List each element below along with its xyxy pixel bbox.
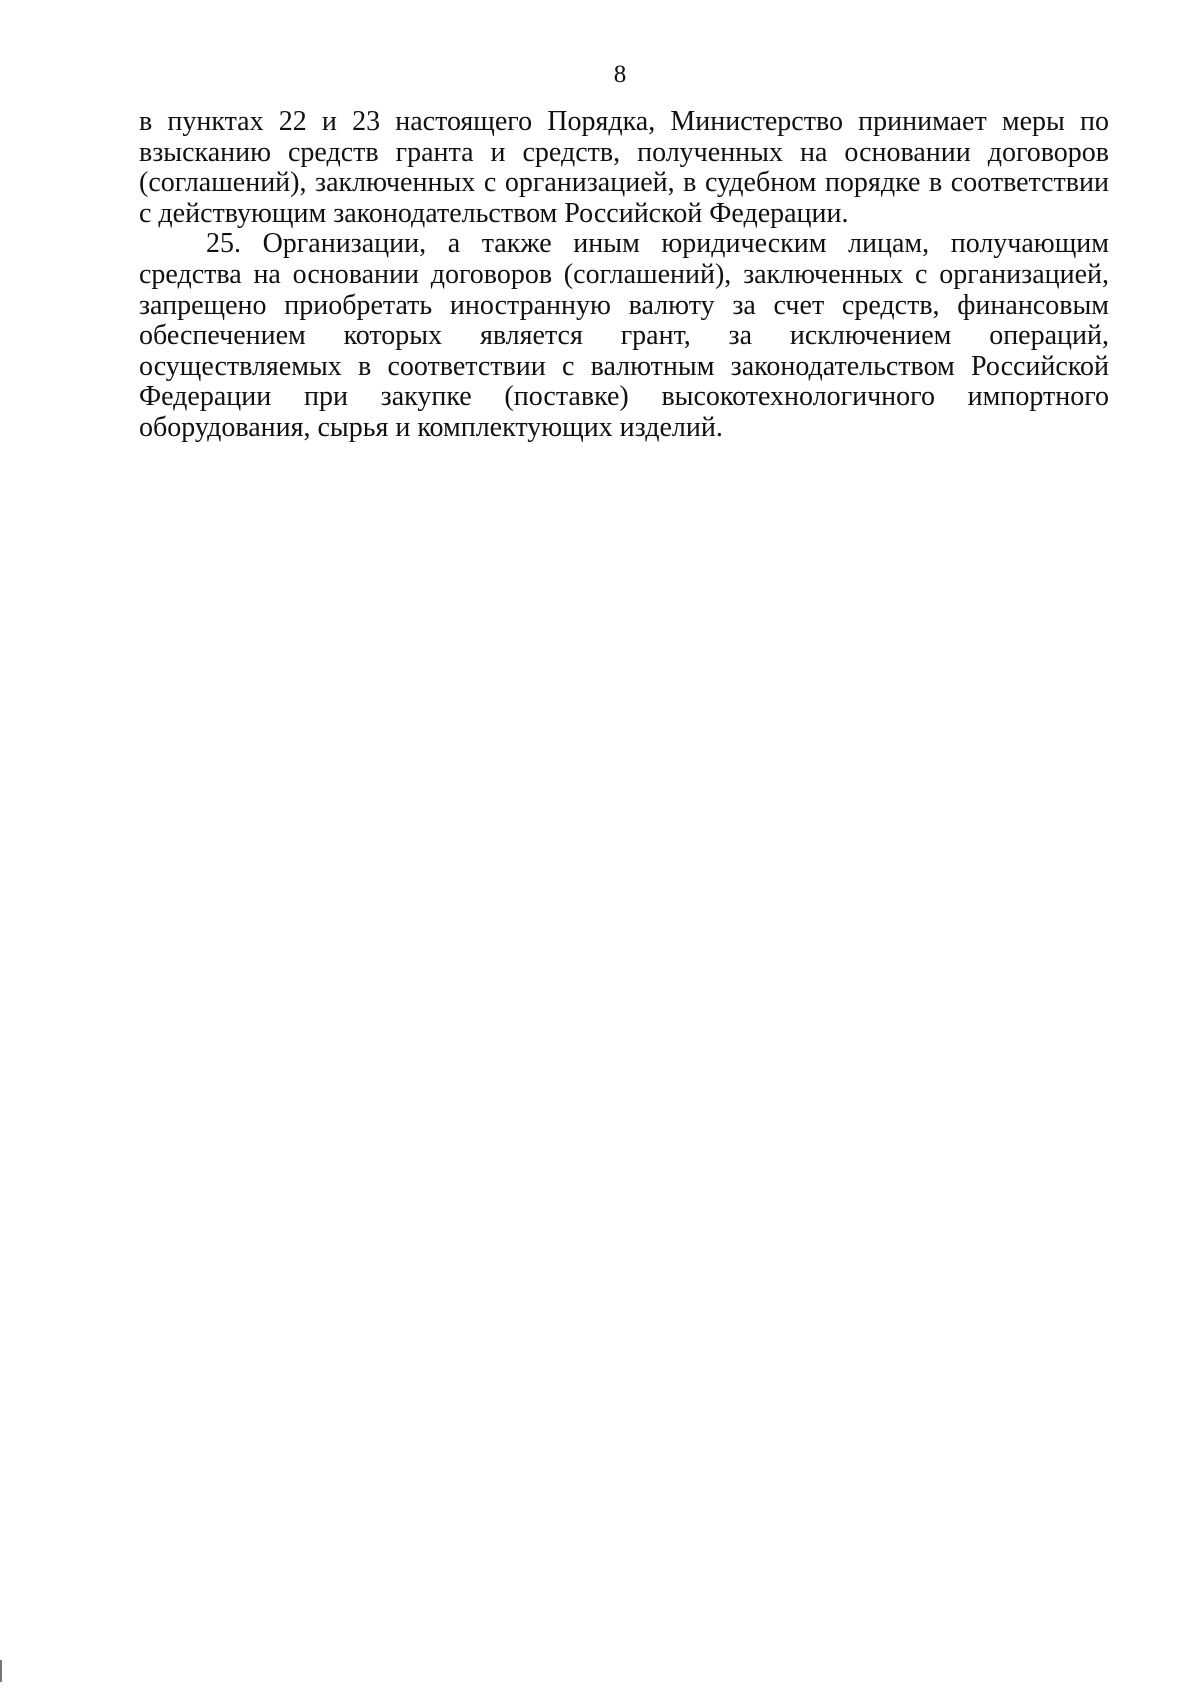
page-number: 8 (613, 61, 627, 88)
text-line: в пунктах 22 и 23 настоящего Порядка, Министерство принимает меры по (139, 106, 1109, 137)
text-line: обеспечением которых является грант, за исключением операций, (139, 320, 1109, 352)
text-line: с действующим законодательством Российской Федерации. (139, 197, 849, 229)
scan-margin-mark (0, 1660, 2, 1682)
paragraph-continuation (139, 107, 1109, 229)
text-line: оборудования, сырья и комплектующих изделий. (139, 411, 723, 443)
text-line: средства на основании договоров (соглашений), заключенных с организацией, (139, 258, 1109, 290)
text-line: запрещено приобретать иностранную валюту за счет средств, финансовым (139, 289, 1109, 321)
text-line: взысканию средств гранта и средств, полученных на основании договоров (139, 136, 1109, 168)
text-line: осуществляемых в соответствии с валютным законодательством Российской (139, 350, 1109, 382)
text-line: Федерации при закупке (поставке) высокотехнологичного импортного (139, 381, 1109, 413)
text-line: (соглашений), заключенных с организацией, в судебном порядке в соответствии (139, 167, 1109, 199)
document-body (139, 107, 1109, 444)
text-line: 25. Организации, а также иным юридическим лицам, получающим (206, 228, 1109, 260)
paragraph-item-25 (139, 229, 1109, 443)
